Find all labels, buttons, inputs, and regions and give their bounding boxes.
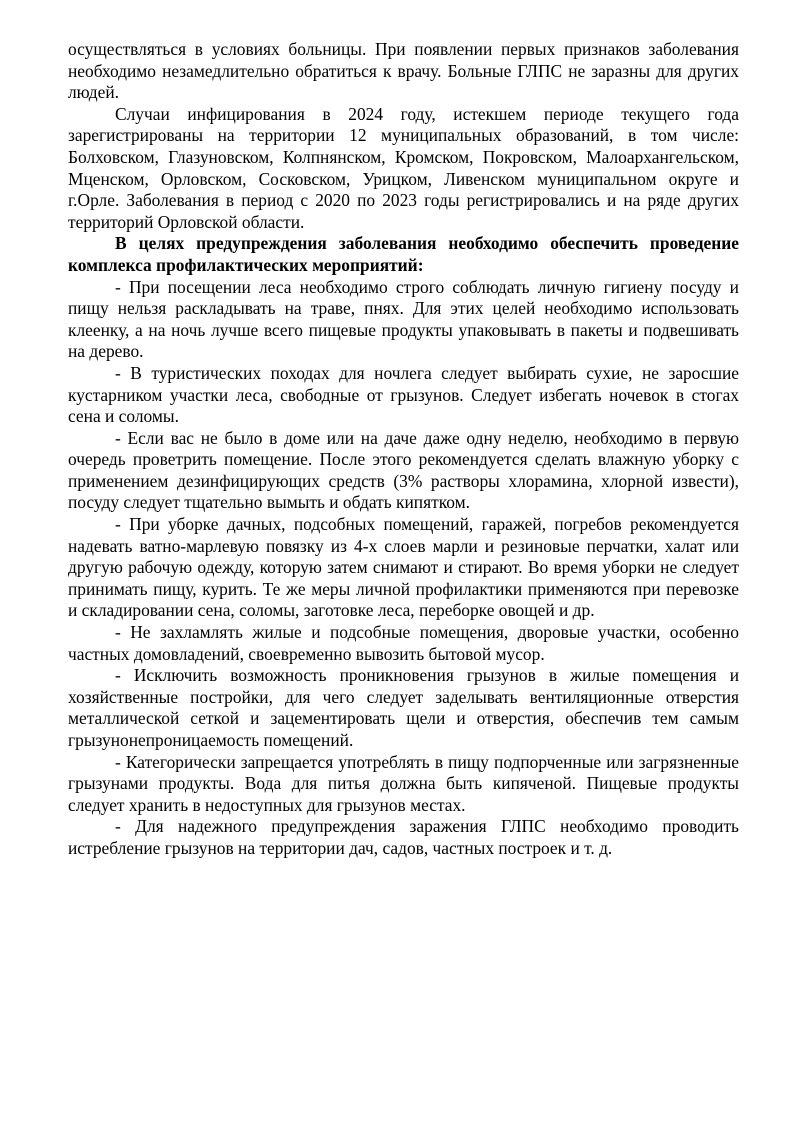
list-item-food-safety: - Категорически запрещается употреблять в пищу подпорченные или загрязненные грызунами продукты. Вода для питья должна быть кипяченой. Пищевые продукты следует хранить в недоступных для грызунов местах. — [68, 751, 739, 815]
list-item-no-clutter: - Не захламлять жилые и подсобные помещения, дворовые участки, особенно частных домовладений, своевременно вывозить бытовой мусор. — [68, 622, 739, 664]
paragraph-continuation: осуществляться в условиях больницы. При появлении первых признаков заболевания необходимо незамедлительно обратиться к врачу. Больные ГЛПС не заразны для других людей. — [68, 39, 739, 103]
list-item-tourist-camping: - В туристических походах для ночлега следует выбирать сухие, не заросшие кустарником участки леса, свободные от грызунов. Следует избегать ночевок в стогах сена и соломы. — [68, 362, 739, 427]
list-item-rodent-extermination: - Для надежного предупреждения заражения ГЛПС необходимо проводить истребление грызунов на территории дач, садов, частных построек и т. д. — [68, 816, 739, 858]
list-item-cleaning-protection: - При уборке дачных, подсобных помещений, гаражей, погребов рекомендуется надевать ватно-марлевую повязку из 4-х слоев марли и резиновые перчатки, халат или другую рабочую одежду, которую затем снимают и стирают. Во время уборки не следует принимать пищу, курить. Те же меры личной профилактики применяются при перевозке и складировании сена, соломы, заготовке леса, переборке овощей и др. — [68, 514, 739, 621]
list-item-house-ventilation: - Если вас не было в доме или на даче даже одну неделю, необходимо в первую очередь проветрить помещение. После этого рекомендуется сделать влажную уборку с применением дезинфицирующих средств (3% растворы хлорамина, хлорной извести), посуду следует тщательно вымыть и обдать кипятком. — [68, 427, 739, 513]
paragraph-prevention-heading: В целях предупреждения заболевания необходимо обеспечить проведение комплекса профилактических мероприятий: — [68, 233, 739, 275]
document-page — [68, 39, 739, 860]
list-item-forest-hygiene: - При посещении леса необходимо строго соблюдать личную гигиену посуду и пищу нельзя раскладывать на траве, пнях. Для этих целей необходимо использовать клеенку, а на ночь лучше всего пищевые продукты упаковывать в пакеты и подвешивать на дерево. — [68, 276, 739, 362]
list-item-rodent-proofing: - Исключить возможность проникновения грызунов в жилые помещения и хозяйственные постройки, для чего следует заделывать вентиляционные отверстия металлической сеткой и зацементировать щели и отверстия, обеспечив тем самым грызунонепроницаемость помещений. — [68, 665, 739, 750]
paragraph-infection-cases: Случаи инфицирования в 2024 году, истекшем периоде текущего года зарегистрированы на территории 12 муниципальных образований, в том числе: Болховском, Глазуновском, Колпнянском, Кромском, Покровском, Малоархангельском, Мценском, Орловском, Сосковском, Урицком, Ливенском муниципальном округе и г.Орле. Заболевания в период с 2020 по 2023 годы регистрировались и на ряде других территорий Орловской области. — [68, 103, 739, 232]
